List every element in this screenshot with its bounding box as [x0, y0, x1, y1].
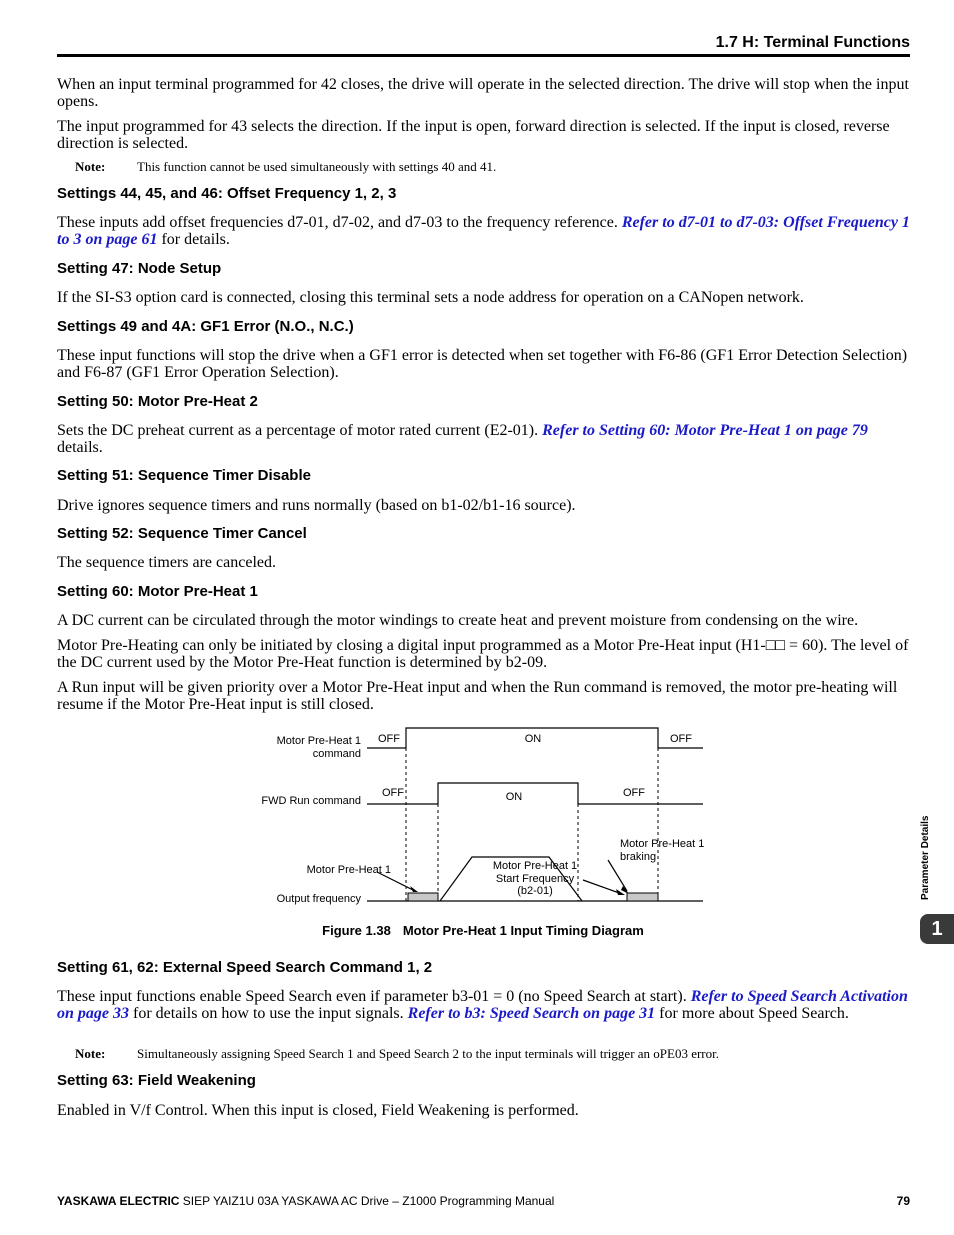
paragraph-preheat-1-b: Motor Pre-Heating can only be initiated by closing a digital input programmed as a Motor Pre-Heat input (H1-□□ = 60). The level of the DC current used by the Motor Pre-Heat function is determined by b2-09.	[57, 637, 909, 671]
arrow-braking	[608, 860, 627, 891]
text-span: for more about Speed Search.	[655, 1005, 849, 1022]
footer-doc: SIEP YAIZ1U 03A YASKAWA AC Drive – Z1000 Programming Manual	[179, 1194, 555, 1208]
link-d7-offset-frequency[interactable]: Refer to d7-01 to d7-03: Offset Frequency 1 to 3 on page 61	[57, 214, 910, 248]
label-off: OFF	[670, 733, 692, 745]
figure-number: Figure 1.38	[322, 923, 391, 938]
paragraph-sequence-timer-cancel: The sequence timers are canceled.	[57, 554, 276, 571]
label-off: OFF	[623, 787, 645, 799]
label-fwd-run: FWD Run command	[261, 795, 361, 807]
label-preheat-command-line1: Motor Pre-Heat 1	[276, 735, 361, 747]
note-label: Note:	[75, 159, 106, 174]
paragraph-42: When an input terminal programmed for 42 closes, the drive will operate in the selected direction. The drive will stop when the input opens.	[57, 76, 909, 110]
note-text: This function cannot be used simultaneously with settings 40 and 41.	[137, 159, 497, 174]
paragraph-speed-search	[57, 988, 912, 1022]
label-preheat-command-line2: command	[312, 748, 361, 760]
note-text: Simultaneously assigning Speed Search 1 and Speed Search 2 to the input terminals will trigger an oPE03 error.	[137, 1046, 719, 1061]
paragraph-field-weakening: Enabled in V/f Control. When this input is closed, Field Weakening is performed.	[57, 1102, 579, 1119]
label-output-frequency: Output frequency	[276, 893, 361, 905]
preheat-block-braking	[627, 893, 658, 901]
text-span: These input functions enable Speed Search even if parameter b3-01 = 0 (no Speed Search at start).	[57, 988, 691, 1005]
text-span: for details on how to use the input signals.	[129, 1005, 408, 1022]
paragraph-preheat-1-c: A Run input will be given priority over a Motor Pre-Heat input and when the Run command is removed, the motor pre-heating will resume if the Motor Pre-Heat input is still closed.	[57, 679, 898, 713]
text-span: details.	[57, 439, 103, 456]
heading-setting-60: Setting 60: Motor Pre-Heat 1	[57, 583, 258, 600]
heading-setting-51: Setting 51: Sequence Timer Disable	[57, 467, 311, 484]
preheat-block-start	[408, 893, 438, 901]
heading-setting-63: Setting 63: Field Weakening	[57, 1072, 256, 1089]
footer-brand: YASKAWA ELECTRIC	[57, 1194, 180, 1208]
text-span: These inputs add offset frequencies d7-01, d7-02, and d7-03 to the frequency reference.	[57, 214, 622, 231]
link-b3-speed-search[interactable]: Refer to b3: Speed Search on page 31	[407, 1005, 656, 1022]
label-start-frequency-line2: Start Frequency	[495, 873, 575, 885]
label-start-frequency-line1: Motor Pre-Heat 1	[492, 860, 578, 872]
heading-setting-52: Setting 52: Sequence Timer Cancel	[57, 525, 307, 542]
heading-setting-50: Setting 50: Motor Pre-Heat 2	[57, 393, 258, 410]
paragraph-gf1-error: These input functions will stop the drive when a GF1 error is detected when set together with F6-86 (GF1 Error Detection Selection) and F6-87 (GF1 Error Operation Selection).	[57, 347, 908, 381]
section-title: 1.7 H: Terminal Functions	[715, 34, 910, 51]
label-on: ON	[524, 733, 542, 745]
chapter-tab[interactable]: 1	[920, 914, 954, 944]
link-setting-60[interactable]: Refer to Setting 60: Motor Pre-Heat 1 on page 79	[542, 422, 868, 439]
label-preheat-level: Motor Pre-Heat 1	[306, 864, 391, 876]
label-braking-line1: Motor Pre-Heat 1	[620, 838, 705, 850]
figure-title: Motor Pre-Heat 1 Input Timing Diagram	[402, 923, 644, 938]
header-rule	[57, 54, 910, 57]
text-span: Sets the DC preheat current as a percentage of motor rated current (E2-01).	[57, 422, 543, 439]
heading-settings-49-4a: Settings 49 and 4A: GF1 Error (N.O., N.C.)	[57, 318, 354, 335]
note-40-41	[75, 159, 496, 175]
note-label: Note:	[75, 1046, 106, 1061]
paragraph-preheat-2	[57, 422, 912, 456]
paragraph-43: The input programmed for 43 selects the direction. If the input is open, forward direction is selected. If the input is closed, reverse direction is selected.	[57, 118, 890, 152]
label-on: ON	[505, 791, 523, 803]
footer-doc-info	[57, 1194, 554, 1208]
paragraph-sequence-timer-disable: Drive ignores sequence timers and runs normally (based on b1-02/b1-16 source).	[57, 497, 576, 514]
link-speed-search-activation[interactable]: Refer to Speed Search Activation on page 33	[57, 988, 908, 1022]
heading-setting-61-62: Setting 61, 62: External Speed Search Command 1, 2	[57, 959, 433, 976]
label-start-frequency-line3: (b2-01)	[517, 885, 553, 897]
fwd-run-waveform	[367, 783, 703, 804]
side-tab-label: Parameter Details	[920, 815, 931, 900]
heading-settings-44-45-46: Settings 44, 45, and 46: Offset Frequency 1, 2, 3	[57, 185, 397, 202]
text-span: for details.	[157, 231, 230, 248]
note-ope03	[75, 1046, 719, 1062]
paragraph-preheat-1-a: A DC current can be circulated through the motor windings to create heat and prevent moisture from condensing on the wire.	[57, 612, 859, 629]
arrow-start-frequency	[583, 880, 622, 894]
timing-diagram	[0, 720, 954, 920]
heading-setting-47: Setting 47: Node Setup	[57, 260, 222, 277]
label-off: OFF	[382, 787, 404, 799]
page-number: 79	[896, 1194, 910, 1208]
figure-caption	[0, 923, 954, 938]
paragraph-node-setup: If the SI-S3 option card is connected, closing this terminal sets a node address for operation on a CANopen network.	[57, 289, 804, 306]
label-braking-line2: braking	[620, 851, 657, 863]
paragraph-offset-frequency	[57, 214, 912, 248]
label-off: OFF	[378, 733, 400, 745]
